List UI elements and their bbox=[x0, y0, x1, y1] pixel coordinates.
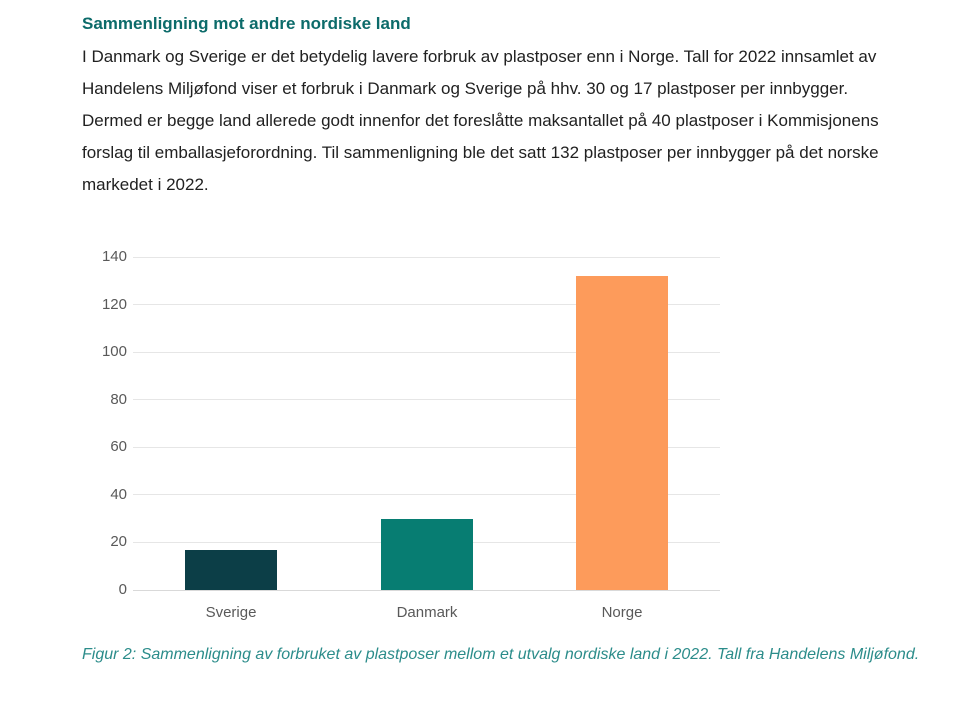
section-heading: Sammenligning mot andre nordiske land bbox=[82, 14, 411, 33]
x-tick-label: Sverige bbox=[205, 604, 257, 621]
y-tick-label: 100 bbox=[101, 343, 127, 361]
x-tick-label: Danmark bbox=[396, 604, 458, 621]
gridline bbox=[133, 257, 720, 258]
bar-sverige bbox=[185, 550, 277, 590]
body-paragraph: I Danmark og Sverige er det betydelig lavere forbruk av plastposer enn i Norge. Tall for 2022 innsamlet av Handelens Miljøfond viser et forbruk i Danmark og Sverige på hhv. 30 og 17 plastposer per innbygger. Dermed er begge land allerede godt innenfor det foreslåtte maksantallet på 40 plastposer i Kommisjonens forslag til emballasjeforordning. Til sammenligning ble det satt 132 plastposer per innbygger på det norske markedet i 2022. bbox=[82, 47, 879, 194]
bar-norge bbox=[576, 276, 668, 590]
y-tick-label: 80 bbox=[110, 390, 127, 408]
y-tick-label: 40 bbox=[110, 485, 127, 503]
y-tick-label: 120 bbox=[101, 295, 127, 313]
y-tick-label: 60 bbox=[110, 438, 127, 456]
x-tick-label: Norge bbox=[601, 604, 643, 621]
y-tick-label: 140 bbox=[101, 248, 127, 265]
y-tick-label: 0 bbox=[118, 581, 127, 598]
figure-caption: Figur 2: Sammenligning av forbruket av plastposer mellom et utvalg nordiske land i 2022. Tall fra Handelens Miljøfond. bbox=[82, 646, 920, 663]
bar-chart bbox=[0, 240, 969, 632]
bar-danmark bbox=[381, 519, 473, 590]
y-tick-label: 20 bbox=[110, 533, 127, 551]
